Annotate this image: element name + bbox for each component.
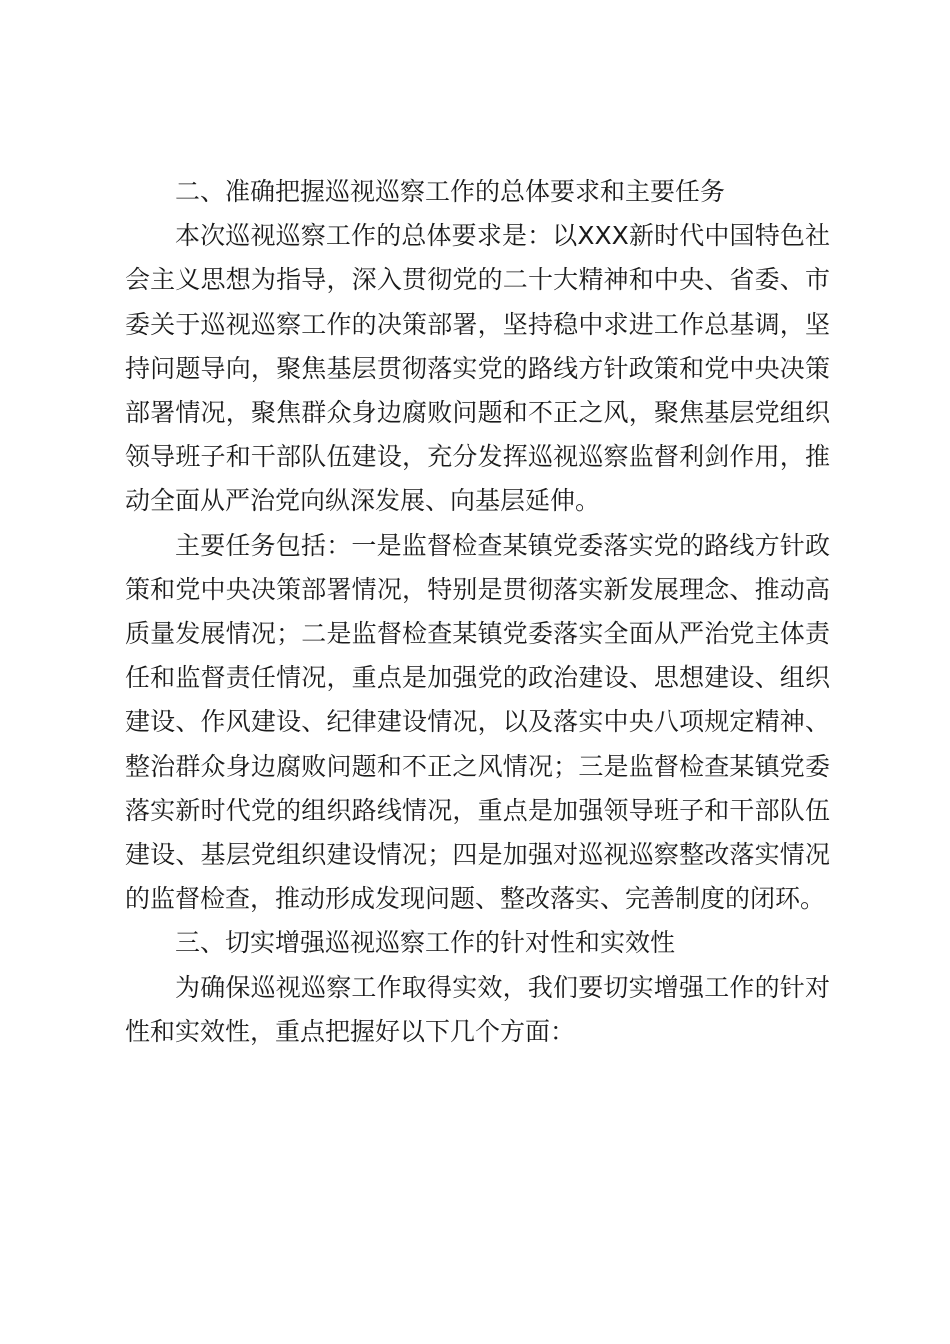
paragraph-focus-points: 为确保巡视巡察工作取得实效，我们要切实增强工作的针对性和实效性，重点把握好以下几个方面： [125,972,830,1046]
section-heading-2: 二、准确把握巡视巡察工作的总体要求和主要任务 [175,177,726,206]
section-heading-3: 三、切实增强巡视巡察工作的针对性和实效性 [175,928,676,958]
document-body [125,170,830,1054]
paragraph-main-tasks: 主要任务包括：一是监督检查某镇党委落实党的路线方针政策和党中央决策部署情况，特别是贯彻落实新发展理念、推动高质量发展情况；二是监督检查某镇党委落实全面从严治党主体责任和监督责任情况，重点是加强党的政治建设、思想建设、组织建设、作风建设、纪律建设情况，以及落实中央八项规定精神、整治群众身边腐败问题和不正之风情况；三是监督检查某镇党委落实新时代党的组织路线情况，重点是加强领导班子和干部队伍建设、基层党组织建设情况；四是加强对巡视巡察整改落实情况的监督检查，推动形成发现问题、整改落实、完善制度的闭环。 [125,530,830,914]
paragraph-overall-requirements: 本次巡视巡察工作的总体要求是：以XXX新时代中国特色社会主义思想为指导，深入贯彻党的二十大精神和中央、省委、市委关于巡视巡察工作的决策部署，坚持稳中求进工作总基调，坚持问题导向，聚焦基层贯彻落实党的路线方针政策和党中央决策部署情况，聚焦群众身边腐败问题和不正之风，聚焦基层党组织领导班子和干部队伍建设，充分发挥巡视巡察监督利剑作用，推动全面从严治党向纵深发展、向基层延伸。 [125,221,830,516]
